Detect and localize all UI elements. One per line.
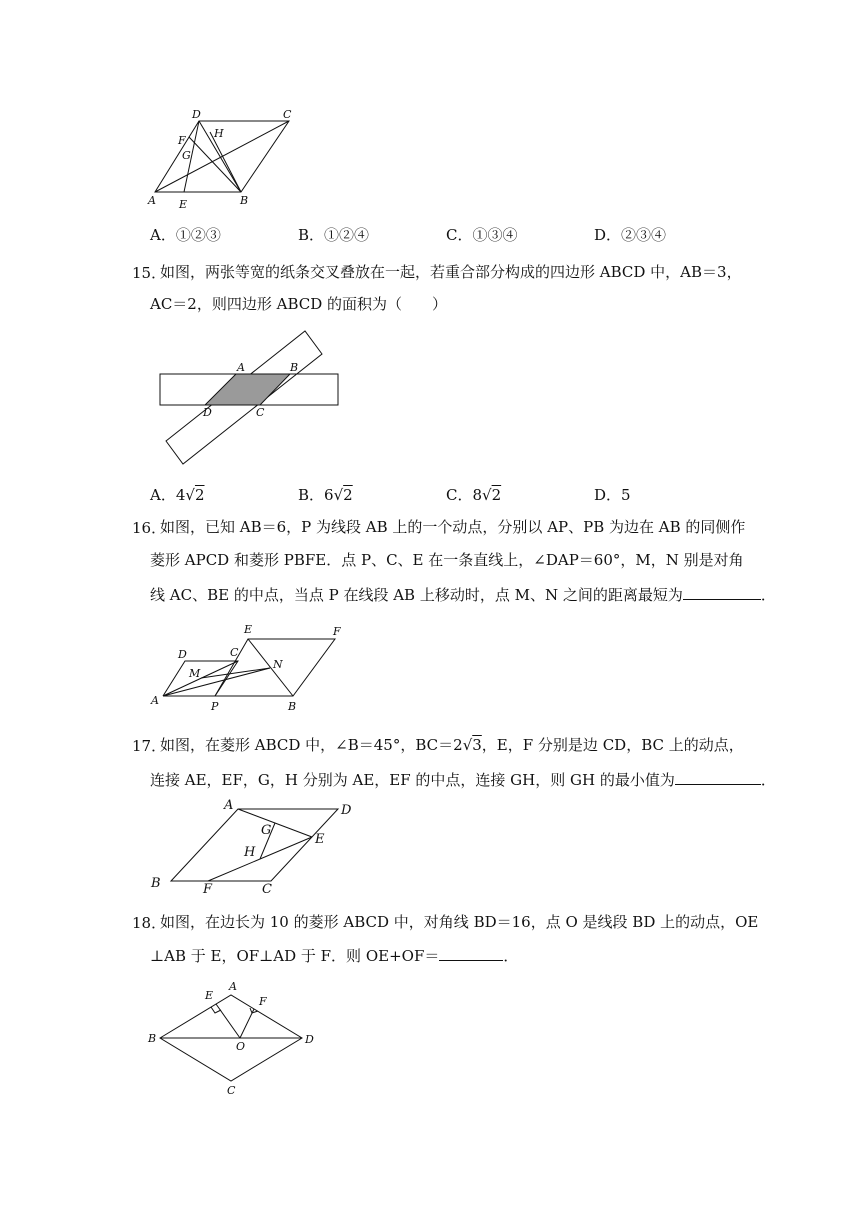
q14-option-a: A．①②③ [150,226,221,244]
q15-option-b: B．6√2 [298,486,353,504]
q17-label-f: F [203,882,213,896]
q17-answer-blank[interactable] [675,768,761,785]
q16-text-line3: 线 AC、BE 的中点，当点 P 在线段 AB 上移动时，点 M、N 之间的距离最短为 ． [150,583,776,605]
q17-number: 17． [132,737,167,755]
q16-label-f: F [333,625,341,638]
q18-label-c: C [227,1084,236,1097]
q14-option-d: D．②③④ [594,226,667,244]
q15-text-line1: 如图，两张等宽的纸条交叉叠放在一起，若重合部分构成的四边形 ABCD 中，AB＝3， [160,263,742,281]
radical-sign: √ [333,486,344,504]
q14-label-b: B [240,194,249,207]
radical-sign: √ [462,736,473,754]
q15-label-c: C [256,406,265,419]
q17-label-e: E [315,832,325,847]
q16-label-e: E [244,623,253,636]
q16-number: 16． [132,519,167,537]
q16-label-n: N [273,658,283,671]
q18-text-line2: ⊥AB 于 E，OF⊥AD 于 F．则 OE+OF＝ ． [150,944,518,966]
q18-figure [140,975,330,1100]
q17-label-d: D [341,803,352,818]
q18-label-d: D [305,1033,314,1046]
q18-label-f: F [259,995,267,1008]
q14-label-f: F [178,134,186,147]
q14-label-h: H [214,127,224,140]
q18-text-line1: 如图，在边长为 10 的菱形 ABCD 中，对角线 BD＝16，点 O 是线段 BD 上的动点，OE [160,913,759,931]
q17-label-b: B [151,876,161,891]
q16-label-c: C [230,646,239,659]
q17-text-line1: 如图，在菱形 ABCD 中，∠B＝45°，BC＝2√3，E，F 分别是边 CD，BC 上的动点， [160,736,744,754]
q17-figure [145,796,365,896]
q17-label-a: A [224,798,234,813]
q16-text-line2: 菱形 APCD 和菱形 PBFE．点 P、C、E 在一条直线上，∠DAP＝60°，M，N 别是对角 [150,551,744,569]
q18-label-b: B [148,1032,157,1045]
q18-label-e: E [205,989,214,1002]
q18-label-o: O [236,1040,246,1053]
q15-option-a: A．4√2 [150,486,205,504]
q15-text-line2: AC＝2，则四边形 ABCD 的面积为（ ） [150,295,448,313]
q15-number: 15． [132,264,167,282]
q16-figure [145,618,365,713]
q15-option-c: C．8√2 [446,486,502,504]
q18-label-a: A [229,980,237,993]
q16-label-b: B [288,700,297,713]
q18-answer-blank[interactable] [439,944,503,961]
q18-number: 18． [132,914,167,932]
q14-label-a: A [148,194,156,207]
q14-option-c: C．①③④ [446,226,518,244]
q16-text-line1: 如图，已知 AB＝6，P 为线段 AB 上的一个动点，分别以 AP、PB 为边在 AB 的同侧作 [160,518,746,536]
q14-figure [140,104,310,214]
q15-figure [155,326,355,471]
q16-answer-blank[interactable] [683,583,761,600]
radical-sign: √ [482,486,492,504]
q15-label-b: B [290,361,299,374]
q17-label-g: G [261,823,272,838]
q14-label-e: E [179,198,188,211]
q15-label-a: A [237,361,245,374]
q17-text-line2: 连接 AE，EF，G，H 分别为 AE，EF 的中点，连接 GH，则 GH 的最小值为 ． [150,768,776,790]
q16-label-p: P [211,700,219,713]
q17-label-h: H [244,845,256,860]
q15-label-d: D [203,406,212,419]
q14-label-c: C [283,108,292,121]
q16-label-m: M [189,667,201,680]
radical-sign: √ [185,486,195,504]
q17-label-c: C [262,882,272,896]
q15-option-d: D．5 [594,486,631,504]
q16-label-a: A [151,694,159,707]
q16-label-d: D [178,648,187,661]
q14-label-d: D [192,108,201,121]
q14-label-g: G [182,149,191,162]
q14-option-b: B．①②④ [298,226,370,244]
